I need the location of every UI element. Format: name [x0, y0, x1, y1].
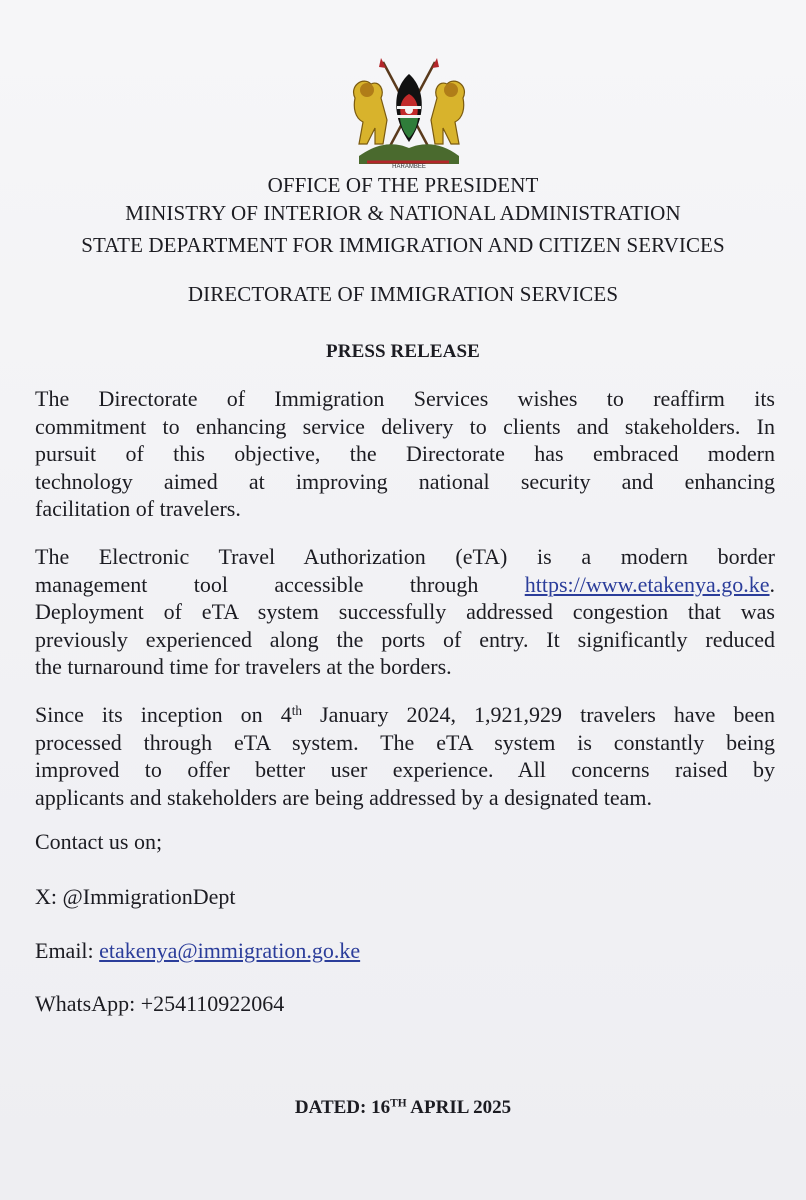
paragraph-2 — [35, 543, 775, 681]
paragraph-2-line: the turnaround time for travelers at the borders. — [35, 654, 452, 679]
paragraph-3-line: applicants and stakeholders are being addressed by a designated team. — [35, 784, 652, 810]
kenya-coat-of-arms-icon — [345, 58, 473, 170]
ordinal-suffix: th — [291, 702, 302, 718]
paragraph-1 — [35, 385, 775, 523]
whatsapp-number: WhatsApp: +254110922064 — [35, 991, 285, 1016]
x-handle: X: @ImmigrationDept — [35, 884, 236, 909]
date-ordinal: TH — [390, 1097, 407, 1110]
paragraph-2-line — [35, 571, 775, 599]
email-link[interactable]: etakenya@immigration.go.ke — [99, 938, 361, 963]
eta-website-link[interactable]: https://www.etakenya.go.ke — [524, 571, 770, 597]
press-release-title: PRESS RELEASE — [326, 341, 480, 362]
paragraph-3-line: processed through eTA system. The eTA system is constantly being — [35, 729, 775, 755]
release-date — [0, 1097, 806, 1119]
paragraph-2-line: The Electronic Travel Authorization (eTA) is a modern border — [35, 544, 775, 569]
email-label: Email: — [35, 938, 94, 963]
inception-text-rest: January 2024, 1,921,929 travelers have been — [302, 702, 775, 727]
inception-text: Since its inception on 4 — [35, 702, 292, 727]
paragraph-2-text: management tool accessible through — [35, 571, 479, 597]
period: . — [769, 571, 776, 597]
directorate-heading: DIRECTORATE OF IMMIGRATION SERVICES — [187, 282, 619, 306]
paragraph-1-line: technology aimed at improving national security and enhancing — [35, 468, 775, 494]
paragraph-3 — [35, 701, 775, 811]
paragraph-2-line: previously experienced along the ports of entry. It significantly reduced — [35, 626, 775, 652]
office-heading: OFFICE OF THE PRESIDENT — [267, 173, 539, 197]
svg-text:HARAMBEE: HARAMBEE — [392, 164, 426, 170]
dated-text-rest: APRIL 2025 — [406, 1097, 512, 1118]
paragraph-3-line: improved to offer better user experience. All concerns raised by — [35, 757, 775, 782]
ministry-heading: MINISTRY OF INTERIOR & NATIONAL ADMINISTRATION — [125, 201, 681, 225]
dated-text: DATED: 16 — [294, 1097, 391, 1118]
paragraph-3-line — [35, 701, 775, 729]
paragraph-2-line: Deployment of eTA system successfully addressed congestion that was — [35, 599, 775, 624]
paragraph-1-line: facilitation of travelers. — [35, 496, 241, 521]
contact-intro: Contact us on; — [35, 829, 163, 854]
paragraph-1-line: pursuit of this objective, the Directorate has embraced modern — [35, 441, 775, 466]
state-department-heading: STATE DEPARTMENT FOR IMMIGRATION AND CITIZEN SERVICES — [81, 233, 725, 257]
paragraph-1-line: commitment to enhancing service delivery to clients and stakeholders. In — [35, 413, 775, 439]
paragraph-1-line: The Directorate of Immigration Services wishes to reaffirm its — [35, 386, 775, 411]
email-line — [35, 938, 360, 964]
